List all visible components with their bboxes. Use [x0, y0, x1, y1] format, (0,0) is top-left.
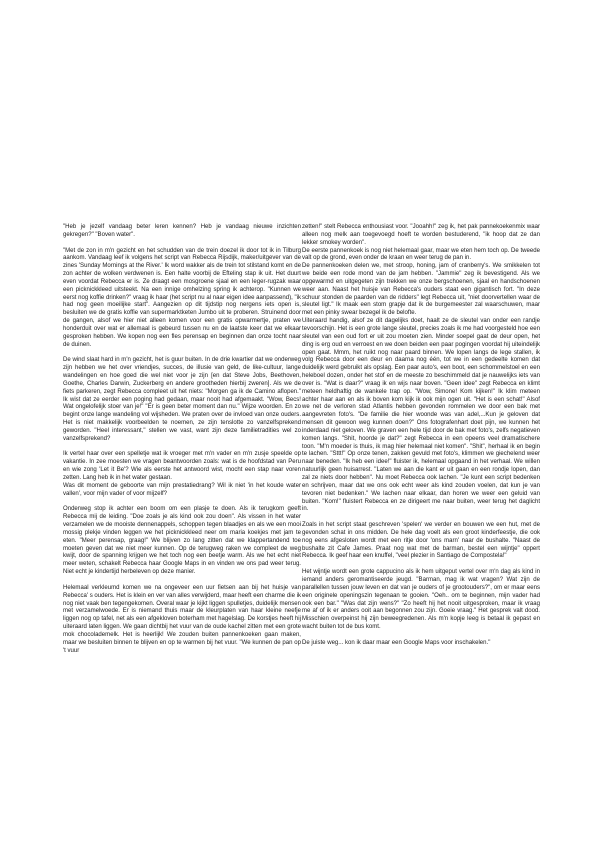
paragraph: Onderweg stop ik achter een boom om een plasje te doen. Als ik terugkom geeft Rebecca mij de leiding. "Doe zoals je als kind ook zou doen". Als vissen in het water verzamelen we de mooiste dennenappels, schoppen tegen blaadjes en als we een mooi mossig plekje vinden leggen we het picknickkleed neer om maria koekjes met jam te eten. "Meer perensap, graag!" We blijven zo lang zitten dat we klappertandend toe moeten geven dat we niet meer kunnen. Op de terugweg raken we compleet de weg kwijt, door de spanning krijgen we het toch nog een beetje warm. Als we het echt niet meer weten, schakelt Rebecca haar Google Maps in en vinden we ons pad weer terug. Niet echt je kindertijd herbeleven op deze manier.: [63, 506, 301, 576]
paragraph: De juiste weg... kon ik daar maar een Google Maps voor inschakelen.": [302, 639, 491, 646]
paragraph: "Met de zon in m'n gezicht en het schudden van de trein doezel ik door tot ik in Tilburg aankom. Vandaag leef ik volgens het script van Rebecca Rijsdijk, maker/uitgever van de zines 'Sunday Mornings at the River.' Ik word wakker als de trein tot stilstand komt en de zon achter de wolken verdwenen is. Een halte voorbij de Efteling stap ik uit. Het duurt even voordat Rebecca er is. Ze draagt een mosgroene sjaal en een leger-rugzak waar een picknickkleed uitsteekt. Na een innige omhelzing spring ik achterop. "Kunnen we eerst nog koffie drinken?" vraag ik haar (het script nu al naar eigen idee aanpassend), "ik had nog geen moeilijke start". Aangezien op dit tijdstip nog nergens iets open is, besluiten we de gratis koffie van supermarktketen Jumbo uit te proberen. Struinend door de gangen, alsof we hier niet alleen komen voor een gratis opwarmertje, praten we honderduit over wat er allemaal is gebeurd tussen nu en de laatste keer dat we elkaar gesproken hebben. We kopen nog een fles perensap en beginnen dan onze tocht naar de duinen.: [63, 247, 301, 348]
paragraph: "Heb je jezelf vandaag beter leren kennen? Heb je vandaag nieuwe inzichten gekregen?" "Boven water".: [63, 224, 301, 238]
paragraph: Zoals in het script staat geschreven 'spelen' we verder en bouwen we een hut, met de gevonden schat in ons midden. De hele dag voelt als een groot kinderfeestje, die ook nog eens afgesloten wordt met een ritje door 'ons marn' naar de bushalte. "Naast de bushalte zit Cafe James. Praat nog wat met de barman, bestel een wijntje" oppert Rebecca. Ik geef haar een knuffel, "veel plezier in Santiago de Compostela!": [302, 522, 540, 560]
paragraph: De wind slaat hard in m'n gezicht, het is guur buiten. In de drie kwartier dat we onderweg zijn hebben we het over vriendjes, succes, de illusie van geld, de like-cultuur, lange wandelingen en hoe goed die wel niet voor je zijn [en dat Steve Jobs, Beethoven, Goethe, Charles Darwin, Zuckerberg en andere grootheden hierbij zweren]. Als we de fiets parkeren, zegt Rebecca compleet uit het niets: "Morgen ga ik de Camino aflopen." Ik wist dat ze eerder een poging had gedaan, maar nooit had afgemaakt. "Wow, Becs! Wat ongelofelijk stoer van je!" "Er is geen beter moment dan nu." Wijze woorden. En zo begint onze lange wandeling vol wijsheden. We praten over de invloed van onze ouders. Het is niet makkelijk voorbeelden te noemen, ze zijn tenslotte zo vanzelfsprekend geworden. "Heel interessant," stellen we vast, want zijn deze familietradities wel zo vanzelfsprekend?: [63, 357, 301, 442]
paragraph: Het wijntje wordt een grote cappucino als ik hem uitgeput vertel over m'n dag als kind in iemand anders geromantiseerde jeugd. "Barman, mag ik wat vragen? Wat zijn de parallellen tussen jouw leven en dat van je ouders of je grootouders?", om er maar eens een originele openingszin tegenaan te gooien. "Oeh.. om te beginnen, mijn vader had ook een bar." "Was dat zijn wens?" "Zo heeft hij het nooit uitgesproken, maar ik vraag me af of ik er anders ooit aan begonnen zou zijn. Goeie vraag." Het gesprek valt dood. Misschien overpeinst hij zijn beweegredenen. Als m'n kopje leeg is betaal ik gepast en wacht buiten tot de bus komt.: [302, 569, 540, 631]
paragraph: Helemaal verkleumd komen we na ongeveer een uur fietsen aan bij het huisje van Rebecca' s ouders. Het is klein en ver van alles verwijderd, maar heeft een charme die ik nog niet vaak ben tegengekomen. Overal waar je kijkt liggen spulletjes, duidelijk mensen met verzamelwoede. Er is niemand thuis maar de kleurplaten van haar kleine neefje liggen nog op tafel, net als een afgekloven boterham met hagelslag. De korstjes heeft hij uiteraard laten liggen. We gaan dichtbij het vuur van de oude kachel zitten met een grote mok chocolademelk. Het is heerlijk! We zouden buiten pannenkoeken gaan maken, maar we besluiten binnen te blijven en op te warmen bij het vuur. "We kunnen de pan op 't vuur: [63, 584, 301, 654]
paragraph: zetten!" stelt Rebecca enthousiast voor. "Jooahh!" zeg ik, het pak pannekoekenmix waar alleen nog melk aan toegevoegd hoeft te worden bestuderend, "ik hoop dat ze dan lekker smokey worden". De eerste pannenkoek is nog niet helemaal gaar, maar we eten hem toch op. De tweede valt op de grond, even onder de kraan en weer terug de pan in. De pannenkoeken delen we, met stroop, honing, jam of cranberry's. We smikkelen tot we beide een rode mond van de jam hebben. "Jammie" zeg ik bevestigend. Als we opgewarmd en uitgegeten zijn trekken we onze bergschoenen, sjaal en handschoenen weer aan. Naast het huisje van Rebecca's ouders staat een gigantisch fort. "In deze schuur stonden de paarden van de ridders" legt Rebecca uit, "niet doorvertellen waar de sleutel ligt." Ik maak een stom grapje dat ik de burgemeester zal waarschuwen, maar met een pinky swear bezegel ik de belofte. Uiteraard handig, alsof ze dit dagelijks doet, haalt ze de sleutel van onder een randje tevoorschijn. Het is een grote lange sleutel, precies zoals ik me had voorgesteld hoe een sleutel van een oud fort er uit zou moeten zien. Minder soepel gaat de deur open, het ding is erg oud en verroest en we doen beiden een paar pogingen voordat hij uiteindelijk open gaat. Mmm, het ruikt nog naar paard binnen. We lopen langs de lege stallen, ik volg Rebecca door een deur en daarna nog één, tot we in een gedeelte komen dat duidelijk werd gebruikt als opslag. Een paar auto's, een boot, een schommelstoel en een heleboel dozen, onder het stof en de meeste zo beschimmeld dat je nauwelijks iets van over is. "Wat is daar?" vraag ik en wijs naar boven. "Geen idee" zegt Rebecca en klimt meteen heldhaftig de wankele trap op. "Wow, Simone! Kom kijken!" Ik klim meteen achter haar aan en als ik boven kom kijk ik ook mijn ogen uit. "Het is een schat!" Alsof we net de verloren stad Atlantis hebben gevonden rommelen we door een bak met aangevreten foto's. "De familie die hier woonde was van adel,...Kun je geloven dat mensen dit gewoon weg kunnen doen?" Ons fotografenhart doet pijn, we kunnen het inderdaad niet geloven. We graven een hele tijd door de bak met foto's, zelfs negatieven komen langs. "Shit, hoorde je dat?" zegt Rebecca in een opeens veel dramatischere toon. "M'n moeder is thuis, ik mag hier helemaal niet komen". "Shit", herhaal ik en begin te lachen. "Sttt!" Op onze tenen, zakken gevuld met foto's, klimmen we giechelend weer naar beneden. "Ik heb een idee!" fluister ik, helemaal opgaand in het verhaal. We willen natuurlijk geen huisarrest. "Laten we aan die kant er uit gaan en een rondje lopen, dan zal ze niets door hebben". Nu moet Rebecca ook lachen. "Je kunt een script bedenken en schrijven, maar dat we ons ook echt weer als kind zouden voelen, dat kun je van tevoren niet bedenken." We lachen naar elkaar, dan horen we weer een geluid van buiten. "Kom!" fluistert Rebecca en ze dirigeert me naar buiten, weer terug het daglicht in.: [302, 224, 540, 513]
article-column-right: [302, 224, 540, 648]
article-column-left: [63, 224, 301, 655]
paragraph: Ik vertel haar over een spelletje wat ik vroeger met m'n vader en m'n zusje speelde op vakantie. In zee moesten we vragen beantwoorden zoals: wat is de hoofdstad van Peru en wie zong 'Let it Be'? Wie als eerste het antwoord wist, mocht een stap naar voren zetten. Lang heb ik in het water gestaan. Was dit moment de geboorte van mijn prestatiedrang? Wil ik niet 'in het koude water vallen', voor mijn vader of voor mijzelf?: [63, 451, 301, 497]
